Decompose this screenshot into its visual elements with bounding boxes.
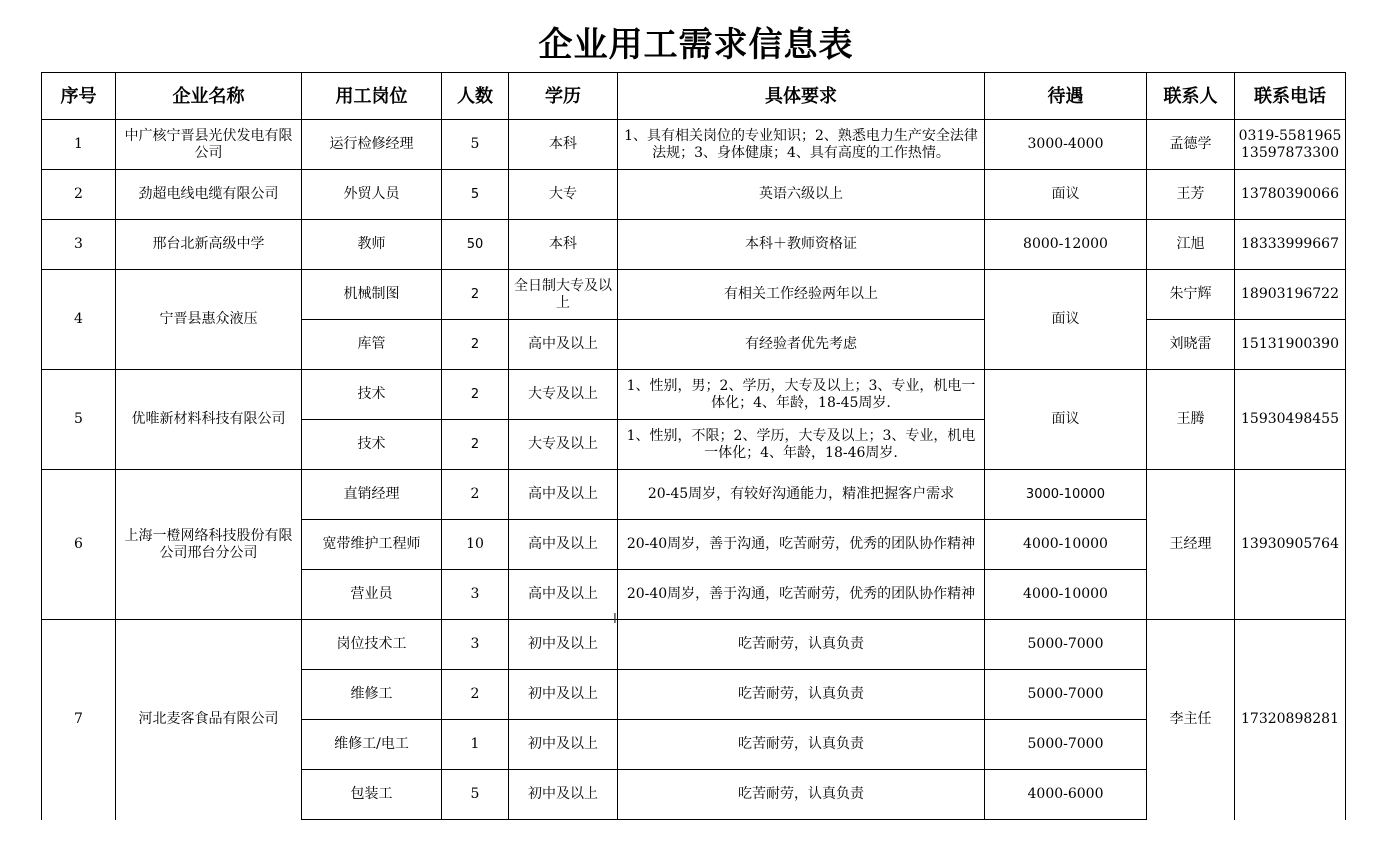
company-cell: 宁晋县惠众液压 xyxy=(116,270,302,370)
requirements-cell: 1、性别，男；2、学历，大专及以上；3、专业，机电一体化；4、年龄，18-45周岁. xyxy=(618,370,985,420)
table-row xyxy=(42,220,1346,270)
requirements-cell: 吃苦耐劳，认真负责 xyxy=(618,670,985,720)
position-cell: 营业员 xyxy=(302,570,442,620)
contact-cell: 王腾 xyxy=(1147,370,1235,470)
requirements-cell: 吃苦耐劳，认真负责 xyxy=(618,620,985,670)
salary-cell: 4000-10000 xyxy=(985,520,1147,570)
requirements-cell: 有经验者优先考虑 xyxy=(618,320,985,370)
contact-cell: 刘晓雷 xyxy=(1147,320,1235,370)
salary-cell: 8000-12000 xyxy=(985,220,1147,270)
education-cell: 高中及以上 xyxy=(509,470,618,520)
seq-cell: 2 xyxy=(42,170,116,220)
phone-cell: 15930498455 xyxy=(1235,370,1346,470)
header-education: 学历 xyxy=(509,73,618,120)
count-cell: 5 xyxy=(442,770,509,820)
contact-cell: 江旭 xyxy=(1147,220,1235,270)
requirements-cell: 1、具有相关岗位的专业知识；2、熟悉电力生产安全法律法规；3、身体健康；4、具有高度的工作热情。 xyxy=(618,120,985,170)
salary-cell: 3000-10000 xyxy=(985,470,1147,520)
header-phone: 联系电话 xyxy=(1235,73,1346,120)
count-cell: 2 xyxy=(442,370,509,420)
position-cell: 机械制图 xyxy=(302,270,442,320)
position-cell: 库管 xyxy=(302,320,442,370)
requirements-cell: 吃苦耐劳，认真负责 xyxy=(618,770,985,820)
table-row xyxy=(42,620,1346,670)
table-row xyxy=(42,120,1346,170)
table-row xyxy=(42,270,1346,320)
requirements-cell: 20-40周岁，善于沟通，吃苦耐劳，优秀的团队协作精神 xyxy=(618,570,985,620)
company-cell: 中广核宁晋县光伏发电有限公司 xyxy=(116,120,302,170)
education-cell: 本科 xyxy=(509,220,618,270)
education-cell: 高中及以上 xyxy=(509,320,618,370)
salary-cell: 5000-7000 xyxy=(985,720,1147,770)
count-cell: 2 xyxy=(442,670,509,720)
requirements-cell: 有相关工作经验两年以上 xyxy=(618,270,985,320)
header-seq: 序号 xyxy=(42,73,116,120)
salary-cell: 面议 xyxy=(985,270,1147,370)
seq-cell: 6 xyxy=(42,470,116,620)
seq-cell: 3 xyxy=(42,220,116,270)
job-demand-table xyxy=(41,72,1346,820)
count-cell: 2 xyxy=(442,420,509,470)
requirements-cell: 1、性别，不限；2、学历，大专及以上；3、专业，机电一体化；4、年龄，18-46周岁. xyxy=(618,420,985,470)
count-cell: 3 xyxy=(442,620,509,670)
salary-cell: 面议 xyxy=(985,170,1147,220)
contact-cell: 王经理 xyxy=(1147,470,1235,620)
seq-cell: 4 xyxy=(42,270,116,370)
position-cell: 外贸人员 xyxy=(302,170,442,220)
education-cell: 初中及以上 xyxy=(509,770,618,820)
seq-cell: 5 xyxy=(42,370,116,470)
header-contact: 联系人 xyxy=(1147,73,1235,120)
table-row xyxy=(42,170,1346,220)
contact-cell: 孟德学 xyxy=(1147,120,1235,170)
count-cell: 10 xyxy=(442,520,509,570)
header-company: 企业名称 xyxy=(116,73,302,120)
header-position: 用工岗位 xyxy=(302,73,442,120)
phone-cell: 17320898281 xyxy=(1235,620,1346,820)
company-cell: 上海一橙网络科技股份有限公司邢台分公司 xyxy=(116,470,302,620)
seq-cell: 7 xyxy=(42,620,116,820)
salary-cell: 4000-6000 xyxy=(985,770,1147,820)
requirements-cell: 20-45周岁，有较好沟通能力，精准把握客户需求 xyxy=(618,470,985,520)
education-cell: 全日制大专及以上 xyxy=(509,270,618,320)
header-requirements: 具体要求 xyxy=(618,73,985,120)
salary-cell: 4000-10000 xyxy=(985,570,1147,620)
education-cell: 高中及以上 xyxy=(509,570,618,620)
education-cell: 大专 xyxy=(509,170,618,220)
company-cell: 邢台北新高级中学 xyxy=(116,220,302,270)
phone-cell: 13930905764 xyxy=(1235,470,1346,620)
header-row xyxy=(42,73,1346,120)
education-cell: 大专及以上 xyxy=(509,420,618,470)
position-cell: 维修工 xyxy=(302,670,442,720)
position-cell: 技术 xyxy=(302,370,442,420)
salary-cell: 5000-7000 xyxy=(985,620,1147,670)
count-cell: 2 xyxy=(442,270,509,320)
education-cell: 本科 xyxy=(509,120,618,170)
company-cell: 河北麦客食品有限公司 xyxy=(116,620,302,820)
count-cell: 2 xyxy=(442,470,509,520)
company-cell: 优唯新材料科技有限公司 xyxy=(116,370,302,470)
count-cell: 5 xyxy=(442,170,509,220)
count-cell: 5 xyxy=(442,120,509,170)
requirements-cell: 本科＋教师资格证 xyxy=(618,220,985,270)
table-row xyxy=(42,370,1346,420)
salary-cell: 面议 xyxy=(985,370,1147,470)
contact-cell: 王芳 xyxy=(1147,170,1235,220)
company-cell: 劲超电线电缆有限公司 xyxy=(116,170,302,220)
text-cursor-icon: I xyxy=(613,612,617,627)
count-cell: 1 xyxy=(442,720,509,770)
education-cell: 初中及以上 xyxy=(509,720,618,770)
phone-cell: 13780390066 xyxy=(1235,170,1346,220)
position-cell: 直销经理 xyxy=(302,470,442,520)
contact-cell: 李主任 xyxy=(1147,620,1235,820)
phone-cell: 18903196722 xyxy=(1235,270,1346,320)
position-cell: 岗位技术工 xyxy=(302,620,442,670)
phone-cell: 15131900390 xyxy=(1235,320,1346,370)
position-cell: 维修工/电工 xyxy=(302,720,442,770)
education-cell: 高中及以上 xyxy=(509,520,618,570)
salary-cell: 5000-7000 xyxy=(985,670,1147,720)
requirements-cell: 吃苦耐劳，认真负责 xyxy=(618,720,985,770)
education-cell: 初中及以上 xyxy=(509,670,618,720)
phone-cell: 18333999667 xyxy=(1235,220,1346,270)
position-cell: 包装工 xyxy=(302,770,442,820)
count-cell: 50 xyxy=(442,220,509,270)
education-cell: 大专及以上 xyxy=(509,370,618,420)
count-cell: 2 xyxy=(442,320,509,370)
position-cell: 技术 xyxy=(302,420,442,470)
seq-cell: 1 xyxy=(42,120,116,170)
count-cell: 3 xyxy=(442,570,509,620)
header-salary: 待遇 xyxy=(985,73,1147,120)
position-cell: 运行检修经理 xyxy=(302,120,442,170)
page-title: 企业用工需求信息表 xyxy=(538,25,854,65)
header-count: 人数 xyxy=(442,73,509,120)
position-cell: 教师 xyxy=(302,220,442,270)
education-cell: 初中及以上 xyxy=(509,620,618,670)
position-cell: 宽带维护工程师 xyxy=(302,520,442,570)
salary-cell: 3000-4000 xyxy=(985,120,1147,170)
table-row xyxy=(42,470,1346,520)
phone-cell: 0319-5581965 13597873300 xyxy=(1235,120,1346,170)
requirements-cell: 英语六级以上 xyxy=(618,170,985,220)
requirements-cell: 20-40周岁，善于沟通，吃苦耐劳，优秀的团队协作精神 xyxy=(618,520,985,570)
contact-cell: 朱宁辉 xyxy=(1147,270,1235,320)
